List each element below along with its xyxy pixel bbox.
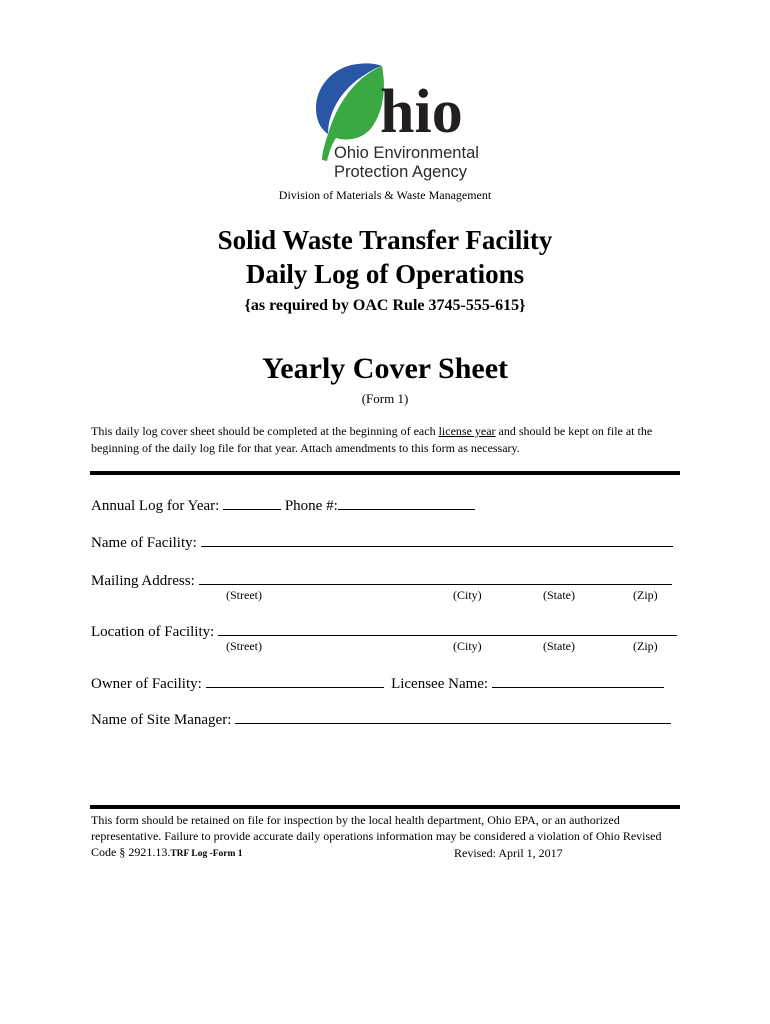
location-state-caption: (State) — [543, 639, 575, 653]
cover-sheet-title: Yearly Cover Sheet — [261, 352, 509, 385]
site-manager-field[interactable] — [235, 710, 671, 724]
agency-name-line2: Protection Agency — [334, 163, 467, 181]
mailing-city-caption: (City) — [453, 588, 482, 602]
licensee-label: Licensee Name: — [391, 676, 489, 692]
intro-paragraph — [91, 423, 681, 457]
intro-text-underlined: license year — [438, 424, 496, 438]
phone-label: Phone #: — [284, 498, 338, 514]
title-line-2: Daily Log of Operations — [245, 259, 525, 289]
mailing-state-caption: (State) — [543, 588, 575, 602]
bottom-divider — [90, 805, 680, 809]
top-divider — [90, 471, 680, 475]
mailing-address-row — [91, 571, 672, 590]
location-zip-caption: (Zip) — [633, 639, 658, 653]
intro-text-after: and should be kept on file at the beginning of the daily log file for that year. Attach amendments to this form as necessary. — [91, 424, 653, 455]
site-manager-label: Name of Site Manager: — [91, 712, 232, 728]
division-name: Division of Materials & Waste Management — [278, 188, 492, 202]
agency-name-line1: Ohio Environmental — [334, 144, 479, 162]
location-label: Location of Facility: — [91, 624, 215, 640]
owner-licensee-row — [91, 674, 664, 693]
intro-text-before: This daily log cover sheet should be completed at the beginning of each — [91, 424, 439, 438]
form-number: (Form 1) — [361, 391, 409, 406]
location-field[interactable] — [218, 622, 677, 636]
title-line-1: Solid Waste Transfer Facility — [217, 225, 553, 255]
licensee-field[interactable] — [492, 674, 664, 688]
location-row — [91, 622, 677, 641]
mailing-address-field[interactable] — [199, 571, 672, 585]
mailing-address-label: Mailing Address: — [91, 573, 195, 589]
facility-name-field[interactable] — [201, 533, 673, 547]
location-street-caption: (Street) — [226, 639, 262, 653]
mailing-street-caption: (Street) — [226, 588, 262, 602]
facility-name-row — [91, 533, 673, 552]
annual-log-row — [91, 496, 475, 515]
site-manager-row — [91, 710, 671, 729]
facility-name-label: Name of Facility: — [91, 535, 197, 551]
mailing-zip-caption: (Zip) — [633, 588, 658, 602]
footer-revised-date: Revised: April 1, 2017 — [454, 846, 563, 860]
owner-field[interactable] — [206, 674, 384, 688]
footer-form-id: TRF Log -Form 1 — [170, 849, 243, 859]
location-city-caption: (City) — [453, 639, 482, 653]
annual-log-label: Annual Log for Year: — [91, 498, 220, 514]
footer-text: This form should be retained on file for inspection by the local health department, Ohio EPA, or an authorized representative. Failure to provide accurate daily operations information may be considered a violation of Ohio Revised Code § 2921.13. — [91, 813, 662, 859]
rule-reference: {as required by OAC Rule 3745-555-615} — [244, 297, 526, 314]
annual-log-year-field[interactable] — [223, 496, 281, 510]
phone-field[interactable] — [338, 496, 475, 510]
owner-label: Owner of Facility: — [91, 676, 202, 692]
logo-wordmark: hio — [380, 78, 463, 146]
